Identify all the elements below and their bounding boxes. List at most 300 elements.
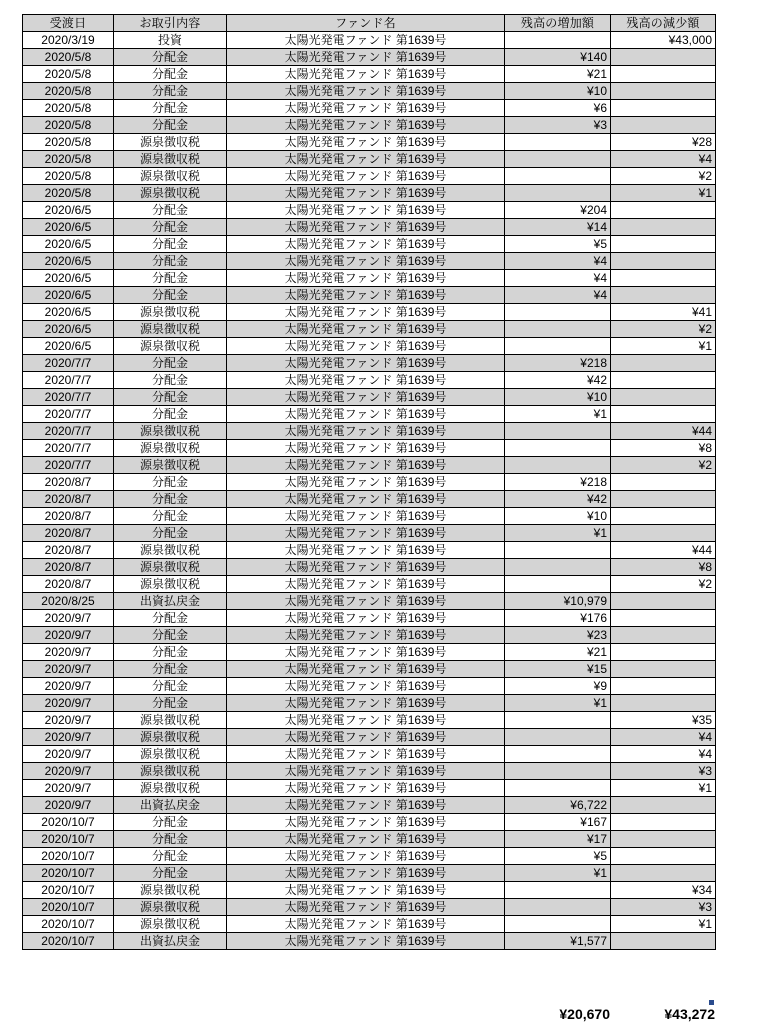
table-row[interactable] bbox=[23, 151, 716, 168]
cell-increase[interactable] bbox=[505, 321, 611, 338]
cell-type[interactable]: 分配金 bbox=[114, 355, 227, 372]
cell-date[interactable]: 2020/7/7 bbox=[23, 457, 114, 474]
cell-decrease[interactable] bbox=[611, 525, 716, 542]
table-row[interactable] bbox=[23, 695, 716, 712]
cell-decrease[interactable]: ¥3 bbox=[611, 763, 716, 780]
cell-date[interactable]: 2020/9/7 bbox=[23, 797, 114, 814]
cell-increase[interactable] bbox=[505, 338, 611, 355]
cell-increase[interactable] bbox=[505, 440, 611, 457]
table-row[interactable] bbox=[23, 287, 716, 304]
cell-fund[interactable]: 太陽光発電ファンド 第1639号 bbox=[227, 865, 505, 882]
cell-date[interactable]: 2020/10/7 bbox=[23, 882, 114, 899]
cell-type[interactable]: 分配金 bbox=[114, 372, 227, 389]
cell-decrease[interactable]: ¥4 bbox=[611, 729, 716, 746]
cell-fund[interactable]: 太陽光発電ファンド 第1639号 bbox=[227, 66, 505, 83]
cell-increase[interactable] bbox=[505, 576, 611, 593]
cell-increase[interactable] bbox=[505, 763, 611, 780]
cell-type[interactable]: 分配金 bbox=[114, 270, 227, 287]
table-row[interactable] bbox=[23, 457, 716, 474]
table-row[interactable] bbox=[23, 440, 716, 457]
cell-type[interactable]: 分配金 bbox=[114, 406, 227, 423]
cell-decrease[interactable] bbox=[611, 797, 716, 814]
cell-date[interactable]: 2020/6/5 bbox=[23, 219, 114, 236]
cell-decrease[interactable]: ¥34 bbox=[611, 882, 716, 899]
cell-type[interactable]: 分配金 bbox=[114, 627, 227, 644]
cell-date[interactable]: 2020/10/7 bbox=[23, 916, 114, 933]
cell-type[interactable]: 源泉徴収税 bbox=[114, 882, 227, 899]
cell-decrease[interactable] bbox=[611, 372, 716, 389]
cell-decrease[interactable] bbox=[611, 865, 716, 882]
cell-fund[interactable]: 太陽光発電ファンド 第1639号 bbox=[227, 236, 505, 253]
cell-increase[interactable] bbox=[505, 423, 611, 440]
cell-type[interactable]: 源泉徴収税 bbox=[114, 134, 227, 151]
cell-fund[interactable]: 太陽光発電ファンド 第1639号 bbox=[227, 661, 505, 678]
cell-date[interactable]: 2020/8/7 bbox=[23, 474, 114, 491]
cell-fund[interactable]: 太陽光発電ファンド 第1639号 bbox=[227, 474, 505, 491]
cell-increase[interactable]: ¥21 bbox=[505, 66, 611, 83]
cell-date[interactable]: 2020/9/7 bbox=[23, 763, 114, 780]
table-row[interactable] bbox=[23, 780, 716, 797]
cell-decrease[interactable]: ¥2 bbox=[611, 457, 716, 474]
table-row[interactable] bbox=[23, 32, 716, 49]
table-row[interactable] bbox=[23, 134, 716, 151]
cell-date[interactable]: 2020/10/7 bbox=[23, 899, 114, 916]
cell-fund[interactable]: 太陽光発電ファンド 第1639号 bbox=[227, 440, 505, 457]
cell-type[interactable]: 分配金 bbox=[114, 491, 227, 508]
cell-type[interactable]: 源泉徴収税 bbox=[114, 542, 227, 559]
cell-decrease[interactable] bbox=[611, 253, 716, 270]
cell-type[interactable]: 分配金 bbox=[114, 236, 227, 253]
table-row[interactable] bbox=[23, 474, 716, 491]
cell-type[interactable]: 源泉徴収税 bbox=[114, 185, 227, 202]
cell-increase[interactable]: ¥1 bbox=[505, 406, 611, 423]
table-row[interactable] bbox=[23, 678, 716, 695]
cell-decrease[interactable]: ¥4 bbox=[611, 746, 716, 763]
cell-increase[interactable] bbox=[505, 304, 611, 321]
table-row[interactable] bbox=[23, 185, 716, 202]
table-row[interactable] bbox=[23, 763, 716, 780]
cell-fund[interactable]: 太陽光発電ファンド 第1639号 bbox=[227, 49, 505, 66]
cell-date[interactable]: 2020/8/7 bbox=[23, 576, 114, 593]
cell-decrease[interactable]: ¥35 bbox=[611, 712, 716, 729]
cell-type[interactable]: 分配金 bbox=[114, 678, 227, 695]
cell-increase[interactable] bbox=[505, 32, 611, 49]
cell-type[interactable]: 分配金 bbox=[114, 49, 227, 66]
cell-fund[interactable]: 太陽光発電ファンド 第1639号 bbox=[227, 712, 505, 729]
cell-increase[interactable]: ¥218 bbox=[505, 355, 611, 372]
cell-date[interactable]: 2020/9/7 bbox=[23, 627, 114, 644]
cell-decrease[interactable] bbox=[611, 848, 716, 865]
column-header-increase[interactable]: 残高の増加額 bbox=[505, 15, 611, 32]
cell-type[interactable]: 分配金 bbox=[114, 610, 227, 627]
cell-date[interactable]: 2020/8/7 bbox=[23, 525, 114, 542]
cell-increase[interactable] bbox=[505, 916, 611, 933]
table-row[interactable] bbox=[23, 542, 716, 559]
cell-decrease[interactable]: ¥41 bbox=[611, 304, 716, 321]
table-row[interactable] bbox=[23, 219, 716, 236]
cell-decrease[interactable] bbox=[611, 270, 716, 287]
cell-decrease[interactable]: ¥1 bbox=[611, 780, 716, 797]
cell-decrease[interactable]: ¥2 bbox=[611, 576, 716, 593]
cell-increase[interactable] bbox=[505, 542, 611, 559]
cell-date[interactable]: 2020/8/7 bbox=[23, 508, 114, 525]
cell-increase[interactable]: ¥1,577 bbox=[505, 933, 611, 950]
cell-increase[interactable]: ¥10,979 bbox=[505, 593, 611, 610]
cell-decrease[interactable]: ¥3 bbox=[611, 899, 716, 916]
cell-fund[interactable]: 太陽光発電ファンド 第1639号 bbox=[227, 627, 505, 644]
cell-date[interactable]: 2020/7/7 bbox=[23, 406, 114, 423]
cell-fund[interactable]: 太陽光発電ファンド 第1639号 bbox=[227, 134, 505, 151]
table-row[interactable] bbox=[23, 355, 716, 372]
total-decrease-cell[interactable]: ¥43,272 bbox=[664, 1006, 715, 1022]
cell-date[interactable]: 2020/6/5 bbox=[23, 253, 114, 270]
cell-date[interactable]: 2020/6/5 bbox=[23, 287, 114, 304]
table-row[interactable] bbox=[23, 916, 716, 933]
cell-type[interactable]: 分配金 bbox=[114, 287, 227, 304]
table-row[interactable] bbox=[23, 304, 716, 321]
cell-date[interactable]: 2020/9/7 bbox=[23, 746, 114, 763]
cell-type[interactable]: 分配金 bbox=[114, 117, 227, 134]
cell-fund[interactable]: 太陽光発電ファンド 第1639号 bbox=[227, 185, 505, 202]
table-row[interactable] bbox=[23, 491, 716, 508]
cell-fund[interactable]: 太陽光発電ファンド 第1639号 bbox=[227, 678, 505, 695]
cell-type[interactable]: 分配金 bbox=[114, 814, 227, 831]
table-row[interactable] bbox=[23, 321, 716, 338]
cell-decrease[interactable] bbox=[611, 287, 716, 304]
cell-increase[interactable]: ¥4 bbox=[505, 253, 611, 270]
cell-fund[interactable]: 太陽光発電ファンド 第1639号 bbox=[227, 644, 505, 661]
cell-fund[interactable]: 太陽光発電ファンド 第1639号 bbox=[227, 32, 505, 49]
cell-fund[interactable]: 太陽光発電ファンド 第1639号 bbox=[227, 542, 505, 559]
cell-increase[interactable]: ¥15 bbox=[505, 661, 611, 678]
cell-type[interactable]: 源泉徴収税 bbox=[114, 763, 227, 780]
cell-fund[interactable]: 太陽光発電ファンド 第1639号 bbox=[227, 695, 505, 712]
cell-date[interactable]: 2020/9/7 bbox=[23, 678, 114, 695]
cell-decrease[interactable] bbox=[611, 219, 716, 236]
cell-fund[interactable]: 太陽光発電ファンド 第1639号 bbox=[227, 389, 505, 406]
cell-fund[interactable]: 太陽光発電ファンド 第1639号 bbox=[227, 151, 505, 168]
cell-fund[interactable]: 太陽光発電ファンド 第1639号 bbox=[227, 168, 505, 185]
cell-fund[interactable]: 太陽光発電ファンド 第1639号 bbox=[227, 729, 505, 746]
table-row[interactable] bbox=[23, 389, 716, 406]
cell-type[interactable]: 分配金 bbox=[114, 83, 227, 100]
cell-increase[interactable]: ¥140 bbox=[505, 49, 611, 66]
fill-handle[interactable] bbox=[709, 1000, 714, 1005]
cell-date[interactable]: 2020/7/7 bbox=[23, 389, 114, 406]
cell-type[interactable]: 分配金 bbox=[114, 474, 227, 491]
cell-type[interactable]: 分配金 bbox=[114, 644, 227, 661]
cell-increase[interactable]: ¥3 bbox=[505, 117, 611, 134]
cell-type[interactable]: 源泉徴収税 bbox=[114, 576, 227, 593]
table-row[interactable] bbox=[23, 202, 716, 219]
table-row[interactable] bbox=[23, 66, 716, 83]
cell-increase[interactable]: ¥42 bbox=[505, 491, 611, 508]
table-row[interactable] bbox=[23, 746, 716, 763]
cell-increase[interactable]: ¥6,722 bbox=[505, 797, 611, 814]
cell-type[interactable]: 分配金 bbox=[114, 831, 227, 848]
cell-type[interactable]: 源泉徴収税 bbox=[114, 168, 227, 185]
cell-type[interactable]: 源泉徴収税 bbox=[114, 712, 227, 729]
cell-fund[interactable]: 太陽光発電ファンド 第1639号 bbox=[227, 406, 505, 423]
cell-type[interactable]: 分配金 bbox=[114, 253, 227, 270]
cell-increase[interactable]: ¥10 bbox=[505, 83, 611, 100]
table-row[interactable] bbox=[23, 253, 716, 270]
cell-date[interactable]: 2020/5/8 bbox=[23, 83, 114, 100]
cell-date[interactable]: 2020/7/7 bbox=[23, 355, 114, 372]
cell-fund[interactable]: 太陽光発電ファンド 第1639号 bbox=[227, 559, 505, 576]
cell-increase[interactable]: ¥5 bbox=[505, 848, 611, 865]
cell-increase[interactable] bbox=[505, 712, 611, 729]
cell-decrease[interactable] bbox=[611, 661, 716, 678]
cell-decrease[interactable] bbox=[611, 491, 716, 508]
cell-increase[interactable]: ¥204 bbox=[505, 202, 611, 219]
cell-increase[interactable] bbox=[505, 780, 611, 797]
cell-fund[interactable]: 太陽光発電ファンド 第1639号 bbox=[227, 270, 505, 287]
cell-fund[interactable]: 太陽光発電ファンド 第1639号 bbox=[227, 355, 505, 372]
cell-increase[interactable] bbox=[505, 185, 611, 202]
cell-decrease[interactable] bbox=[611, 593, 716, 610]
cell-decrease[interactable] bbox=[611, 831, 716, 848]
cell-type[interactable]: 源泉徴収税 bbox=[114, 729, 227, 746]
cell-type[interactable]: 出資払戻金 bbox=[114, 593, 227, 610]
cell-type[interactable]: 分配金 bbox=[114, 66, 227, 83]
cell-increase[interactable] bbox=[505, 899, 611, 916]
cell-date[interactable]: 2020/6/5 bbox=[23, 304, 114, 321]
cell-decrease[interactable] bbox=[611, 678, 716, 695]
cell-date[interactable]: 2020/5/8 bbox=[23, 168, 114, 185]
table-row[interactable] bbox=[23, 406, 716, 423]
cell-increase[interactable]: ¥218 bbox=[505, 474, 611, 491]
cell-type[interactable]: 源泉徴収税 bbox=[114, 457, 227, 474]
cell-date[interactable]: 2020/5/8 bbox=[23, 100, 114, 117]
cell-increase[interactable]: ¥167 bbox=[505, 814, 611, 831]
table-row[interactable] bbox=[23, 610, 716, 627]
cell-type[interactable]: 分配金 bbox=[114, 100, 227, 117]
cell-fund[interactable]: 太陽光発電ファンド 第1639号 bbox=[227, 287, 505, 304]
cell-date[interactable]: 2020/10/7 bbox=[23, 848, 114, 865]
cell-date[interactable]: 2020/10/7 bbox=[23, 831, 114, 848]
cell-fund[interactable]: 太陽光発電ファンド 第1639号 bbox=[227, 372, 505, 389]
table-row[interactable] bbox=[23, 559, 716, 576]
cell-decrease[interactable] bbox=[611, 49, 716, 66]
cell-increase[interactable] bbox=[505, 134, 611, 151]
cell-decrease[interactable] bbox=[611, 83, 716, 100]
cell-date[interactable]: 2020/9/7 bbox=[23, 661, 114, 678]
cell-date[interactable]: 2020/6/5 bbox=[23, 338, 114, 355]
cell-increase[interactable]: ¥42 bbox=[505, 372, 611, 389]
cell-decrease[interactable]: ¥43,000 bbox=[611, 32, 716, 49]
cell-type[interactable]: 源泉徴収税 bbox=[114, 321, 227, 338]
cell-fund[interactable]: 太陽光発電ファンド 第1639号 bbox=[227, 202, 505, 219]
cell-type[interactable]: 源泉徴収税 bbox=[114, 780, 227, 797]
cell-type[interactable]: 分配金 bbox=[114, 525, 227, 542]
cell-decrease[interactable] bbox=[611, 508, 716, 525]
table-row[interactable] bbox=[23, 83, 716, 100]
cell-type[interactable]: 源泉徴収税 bbox=[114, 304, 227, 321]
cell-fund[interactable]: 太陽光発電ファンド 第1639号 bbox=[227, 253, 505, 270]
cell-date[interactable]: 2020/6/5 bbox=[23, 236, 114, 253]
cell-decrease[interactable] bbox=[611, 66, 716, 83]
cell-type[interactable]: 投資 bbox=[114, 32, 227, 49]
cell-type[interactable]: 分配金 bbox=[114, 202, 227, 219]
cell-fund[interactable]: 太陽光発電ファンド 第1639号 bbox=[227, 780, 505, 797]
table-row[interactable] bbox=[23, 729, 716, 746]
cell-decrease[interactable]: ¥44 bbox=[611, 542, 716, 559]
cell-fund[interactable]: 太陽光発電ファンド 第1639号 bbox=[227, 746, 505, 763]
cell-decrease[interactable] bbox=[611, 814, 716, 831]
cell-decrease[interactable] bbox=[611, 933, 716, 950]
cell-type[interactable]: 源泉徴収税 bbox=[114, 559, 227, 576]
cell-increase[interactable]: ¥17 bbox=[505, 831, 611, 848]
cell-type[interactable]: 分配金 bbox=[114, 695, 227, 712]
cell-date[interactable]: 2020/6/5 bbox=[23, 270, 114, 287]
cell-decrease[interactable] bbox=[611, 389, 716, 406]
cell-decrease[interactable] bbox=[611, 202, 716, 219]
cell-date[interactable]: 2020/9/7 bbox=[23, 729, 114, 746]
cell-increase[interactable]: ¥1 bbox=[505, 865, 611, 882]
cell-decrease[interactable] bbox=[611, 695, 716, 712]
cell-fund[interactable]: 太陽光発電ファンド 第1639号 bbox=[227, 219, 505, 236]
cell-type[interactable]: 出資払戻金 bbox=[114, 933, 227, 950]
cell-increase[interactable] bbox=[505, 746, 611, 763]
cell-fund[interactable]: 太陽光発電ファンド 第1639号 bbox=[227, 491, 505, 508]
cell-fund[interactable]: 太陽光発電ファンド 第1639号 bbox=[227, 508, 505, 525]
cell-increase[interactable]: ¥1 bbox=[505, 695, 611, 712]
cell-decrease[interactable]: ¥4 bbox=[611, 151, 716, 168]
cell-fund[interactable]: 太陽光発電ファンド 第1639号 bbox=[227, 831, 505, 848]
cell-decrease[interactable] bbox=[611, 236, 716, 253]
cell-date[interactable]: 2020/9/7 bbox=[23, 610, 114, 627]
table-row[interactable] bbox=[23, 270, 716, 287]
cell-type[interactable]: 源泉徴収税 bbox=[114, 899, 227, 916]
table-row[interactable] bbox=[23, 49, 716, 66]
cell-date[interactable]: 2020/8/7 bbox=[23, 542, 114, 559]
cell-decrease[interactable] bbox=[611, 610, 716, 627]
cell-increase[interactable]: ¥23 bbox=[505, 627, 611, 644]
cell-decrease[interactable]: ¥28 bbox=[611, 134, 716, 151]
cell-fund[interactable]: 太陽光発電ファンド 第1639号 bbox=[227, 933, 505, 950]
cell-decrease[interactable]: ¥44 bbox=[611, 423, 716, 440]
cell-date[interactable]: 2020/5/8 bbox=[23, 49, 114, 66]
cell-date[interactable]: 2020/9/7 bbox=[23, 695, 114, 712]
table-row[interactable] bbox=[23, 831, 716, 848]
cell-date[interactable]: 2020/6/5 bbox=[23, 202, 114, 219]
table-row[interactable] bbox=[23, 797, 716, 814]
cell-fund[interactable]: 太陽光発電ファンド 第1639号 bbox=[227, 814, 505, 831]
cell-decrease[interactable] bbox=[611, 100, 716, 117]
table-row[interactable] bbox=[23, 508, 716, 525]
cell-date[interactable]: 2020/10/7 bbox=[23, 865, 114, 882]
cell-increase[interactable] bbox=[505, 151, 611, 168]
cell-increase[interactable] bbox=[505, 729, 611, 746]
cell-type[interactable]: 源泉徴収税 bbox=[114, 440, 227, 457]
cell-decrease[interactable]: ¥1 bbox=[611, 338, 716, 355]
cell-increase[interactable]: ¥4 bbox=[505, 270, 611, 287]
cell-decrease[interactable]: ¥8 bbox=[611, 440, 716, 457]
cell-fund[interactable]: 太陽光発電ファンド 第1639号 bbox=[227, 848, 505, 865]
cell-date[interactable]: 2020/9/7 bbox=[23, 644, 114, 661]
cell-increase[interactable]: ¥5 bbox=[505, 236, 611, 253]
cell-date[interactable]: 2020/10/7 bbox=[23, 814, 114, 831]
cell-decrease[interactable] bbox=[611, 644, 716, 661]
cell-fund[interactable]: 太陽光発電ファンド 第1639号 bbox=[227, 882, 505, 899]
table-row[interactable] bbox=[23, 100, 716, 117]
cell-date[interactable]: 2020/5/8 bbox=[23, 151, 114, 168]
cell-fund[interactable]: 太陽光発電ファンド 第1639号 bbox=[227, 100, 505, 117]
cell-fund[interactable]: 太陽光発電ファンド 第1639号 bbox=[227, 916, 505, 933]
cell-fund[interactable]: 太陽光発電ファンド 第1639号 bbox=[227, 763, 505, 780]
cell-type[interactable]: 分配金 bbox=[114, 848, 227, 865]
cell-increase[interactable]: ¥21 bbox=[505, 644, 611, 661]
cell-date[interactable]: 2020/8/7 bbox=[23, 559, 114, 576]
column-header-type[interactable]: お取引内容 bbox=[114, 15, 227, 32]
table-row[interactable] bbox=[23, 933, 716, 950]
cell-decrease[interactable] bbox=[611, 474, 716, 491]
cell-date[interactable]: 2020/9/7 bbox=[23, 712, 114, 729]
cell-increase[interactable]: ¥10 bbox=[505, 508, 611, 525]
table-row[interactable] bbox=[23, 899, 716, 916]
cell-date[interactable]: 2020/9/7 bbox=[23, 780, 114, 797]
cell-increase[interactable]: ¥14 bbox=[505, 219, 611, 236]
cell-type[interactable]: 分配金 bbox=[114, 661, 227, 678]
table-row[interactable] bbox=[23, 168, 716, 185]
cell-type[interactable]: 源泉徴収税 bbox=[114, 746, 227, 763]
table-row[interactable] bbox=[23, 236, 716, 253]
cell-fund[interactable]: 太陽光発電ファンド 第1639号 bbox=[227, 338, 505, 355]
cell-date[interactable]: 2020/7/7 bbox=[23, 423, 114, 440]
cell-type[interactable]: 分配金 bbox=[114, 219, 227, 236]
cell-fund[interactable]: 太陽光発電ファンド 第1639号 bbox=[227, 797, 505, 814]
cell-increase[interactable]: ¥4 bbox=[505, 287, 611, 304]
table-row[interactable] bbox=[23, 627, 716, 644]
table-row[interactable] bbox=[23, 712, 716, 729]
cell-decrease[interactable] bbox=[611, 627, 716, 644]
cell-date[interactable]: 2020/5/8 bbox=[23, 185, 114, 202]
cell-date[interactable]: 2020/8/25 bbox=[23, 593, 114, 610]
cell-type[interactable]: 出資払戻金 bbox=[114, 797, 227, 814]
cell-increase[interactable]: ¥1 bbox=[505, 525, 611, 542]
cell-increase[interactable] bbox=[505, 457, 611, 474]
cell-fund[interactable]: 太陽光発電ファンド 第1639号 bbox=[227, 423, 505, 440]
cell-date[interactable]: 2020/5/8 bbox=[23, 66, 114, 83]
cell-fund[interactable]: 太陽光発電ファンド 第1639号 bbox=[227, 610, 505, 627]
cell-increase[interactable] bbox=[505, 882, 611, 899]
column-header-date[interactable]: 受渡日 bbox=[23, 15, 114, 32]
cell-increase[interactable]: ¥10 bbox=[505, 389, 611, 406]
cell-type[interactable]: 分配金 bbox=[114, 389, 227, 406]
table-row[interactable] bbox=[23, 593, 716, 610]
table-row[interactable] bbox=[23, 423, 716, 440]
table-row[interactable] bbox=[23, 117, 716, 134]
cell-date[interactable]: 2020/6/5 bbox=[23, 321, 114, 338]
table-row[interactable] bbox=[23, 814, 716, 831]
cell-date[interactable]: 2020/3/19 bbox=[23, 32, 114, 49]
cell-increase[interactable] bbox=[505, 559, 611, 576]
cell-fund[interactable]: 太陽光発電ファンド 第1639号 bbox=[227, 304, 505, 321]
table-row[interactable] bbox=[23, 882, 716, 899]
cell-fund[interactable]: 太陽光発電ファンド 第1639号 bbox=[227, 83, 505, 100]
cell-decrease[interactable] bbox=[611, 355, 716, 372]
cell-fund[interactable]: 太陽光発電ファンド 第1639号 bbox=[227, 899, 505, 916]
total-increase-cell[interactable]: ¥20,670 bbox=[559, 1006, 610, 1022]
cell-increase[interactable]: ¥9 bbox=[505, 678, 611, 695]
cell-increase[interactable]: ¥176 bbox=[505, 610, 611, 627]
cell-decrease[interactable]: ¥1 bbox=[611, 185, 716, 202]
cell-type[interactable]: 源泉徴収税 bbox=[114, 151, 227, 168]
table-row[interactable] bbox=[23, 338, 716, 355]
cell-fund[interactable]: 太陽光発電ファンド 第1639号 bbox=[227, 525, 505, 542]
cell-date[interactable]: 2020/7/7 bbox=[23, 440, 114, 457]
